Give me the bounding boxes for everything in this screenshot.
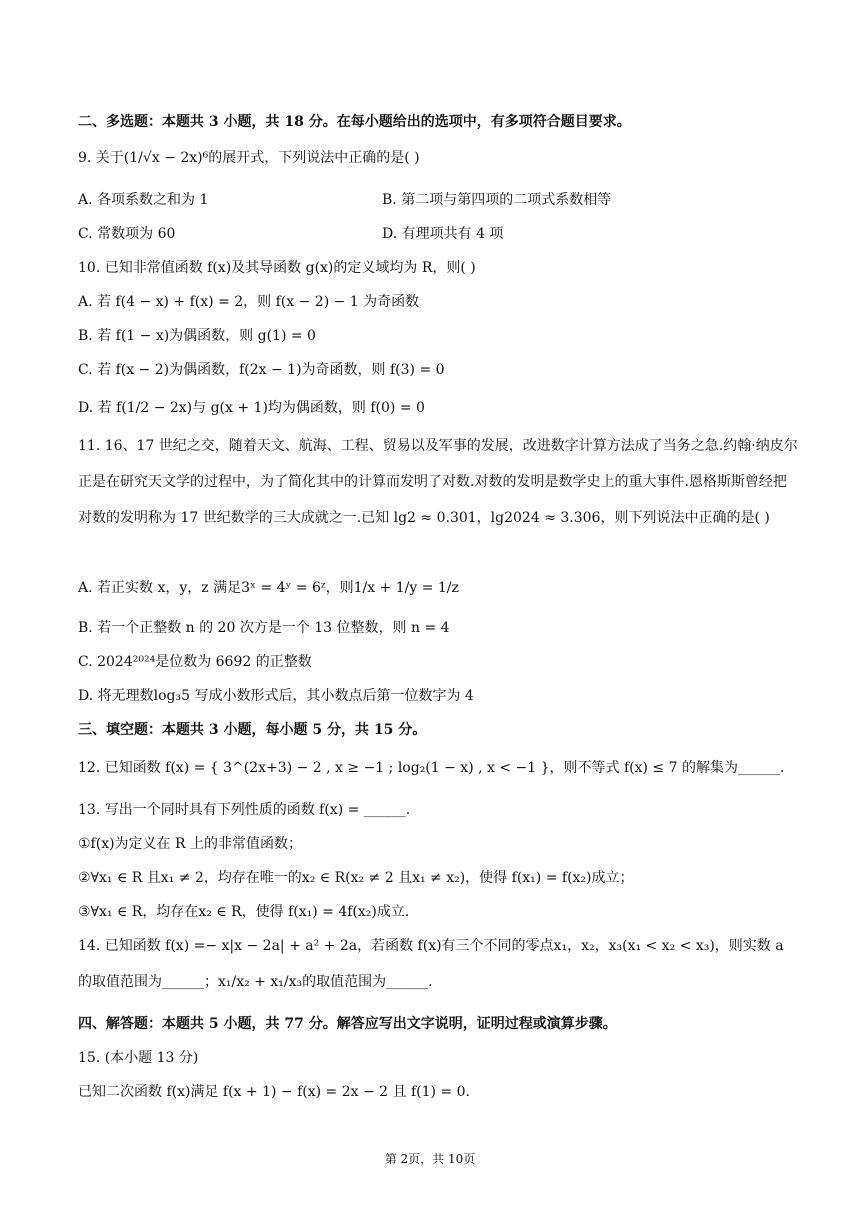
section-heading-solutions: 四、解答题：本题共 5 小题，共 77 分。解答应写出文字说明，证明过程或演算步骤。 (78, 1016, 617, 1032)
question-11-option-c: C. 2024²⁰²⁴是位数为 6692 的正整数 (78, 654, 312, 670)
question-10-option-a: A. 若 f(4 − x) + f(x) = 2，则 f(x − 2) − 1 为奇函数 (78, 294, 420, 310)
question-14-stem: 14. 已知函数 f(x) =− x|x − 2a| + a² + 2a，若函数 f(x)有三个不同的零点x₁，x₂，x₃(x₁ < x₂ < x₃)，则实数 a 的取值范围为______；x₁/x₂ + x₁/x₃的取值范围为______. (78, 938, 784, 990)
question-13-item-3: ③∀x₁ ∈ R，均存在x₂ ∈ R，使得 f(x₁) = 4f(x₂)成立. (78, 904, 410, 920)
question-10-option-c: C. 若 f(x − 2)为偶函数，f(2x − 1)为奇函数，则 f(3) = 0 (78, 362, 445, 378)
question-9-option-a: A. 各项系数之和为 1 (78, 192, 209, 208)
question-9-option-d: D. 有理项共有 4 项 (382, 226, 504, 242)
question-9-stem: 9. 关于(1/√x − 2x)⁶的展开式，下列说法中正确的是( ) (78, 150, 420, 166)
section-heading-fill-in: 三、填空题：本题共 3 小题，每小题 5 分，共 15 分。 (78, 722, 427, 738)
question-11-option-a: A. 若正实数 x，y，z 满足3ˣ = 4ʸ = 6ᶻ，则1/x + 1/y = 1/z (78, 580, 459, 596)
section-heading-multiple-choice: 二、多选题：本题共 3 小题，共 18 分。在每小题给出的选项中，有多项符合题目要求。 (78, 114, 631, 130)
question-9-option-c: C. 常数项为 60 (78, 226, 176, 242)
question-13-stem: 13. 写出一个同时具有下列性质的函数 f(x) = ______. (78, 802, 411, 818)
question-9-option-b: B. 第二项与第四项的二项式系数相等 (382, 192, 612, 208)
question-15-title: 15. (本小题 13 分) (78, 1050, 199, 1066)
question-10-option-d: D. 若 f(1/2 − 2x)与 g(x + 1)均为偶函数，则 f(0) = 0 (78, 400, 425, 416)
question-13-item-2: ②∀x₁ ∈ R 且x₁ ≠ 2，均存在唯一的x₂ ∈ R(x₂ ≠ 2 且x₁ ≠ x₂)，使得 f(x₁) = f(x₂)成立； (78, 870, 634, 886)
question-11-option-b: B. 若一个正整数 n 的 20 次方是一个 13 位整数，则 n = 4 (78, 620, 450, 636)
question-10-stem: 10. 已知非常值函数 f(x)及其导函数 g(x)的定义域均为 R，则( ) (78, 260, 476, 276)
page-number-footer: 第 2页，共 10页 (384, 1152, 476, 1166)
question-11-option-d: D. 将无理数log₃5 写成小数形式后，其小数点后第一位数字为 4 (78, 688, 474, 704)
question-12-stem: 12. 已知函数 f(x) = { 3^(2x+3) − 2 , x ≥ −1 ; log₂(1 − x) , x < −1 }，则不等式 f(x) ≤ 7 的解集为______. (78, 760, 785, 776)
question-11-stem: 11. 16、17 世纪之交，随着天文、航海、工程、贸易以及军事的发展，改进数字计算方法成了当务之急.约翰·纳皮尔正是在研究天文学的过程中，为了简化其中的计算而发明了对数.对数的发明是数学史上的重大事件.恩格斯斯曾经把对数的发明称为 17 世纪数学的三大成就之一.已知 lg2 ≈ 0.301，lg2024 ≈ 3.306，则下列说法中正确的是( ) (78, 438, 798, 526)
question-10-option-b: B. 若 f(1 − x)为偶函数，则 g(1) = 0 (78, 328, 316, 344)
question-15-stem: 已知二次函数 f(x)满足 f(x + 1) − f(x) = 2x − 2 且 f(1) = 0. (78, 1084, 470, 1100)
question-13-item-1: ①f(x)为定义在 R 上的非常值函数； (78, 836, 302, 852)
